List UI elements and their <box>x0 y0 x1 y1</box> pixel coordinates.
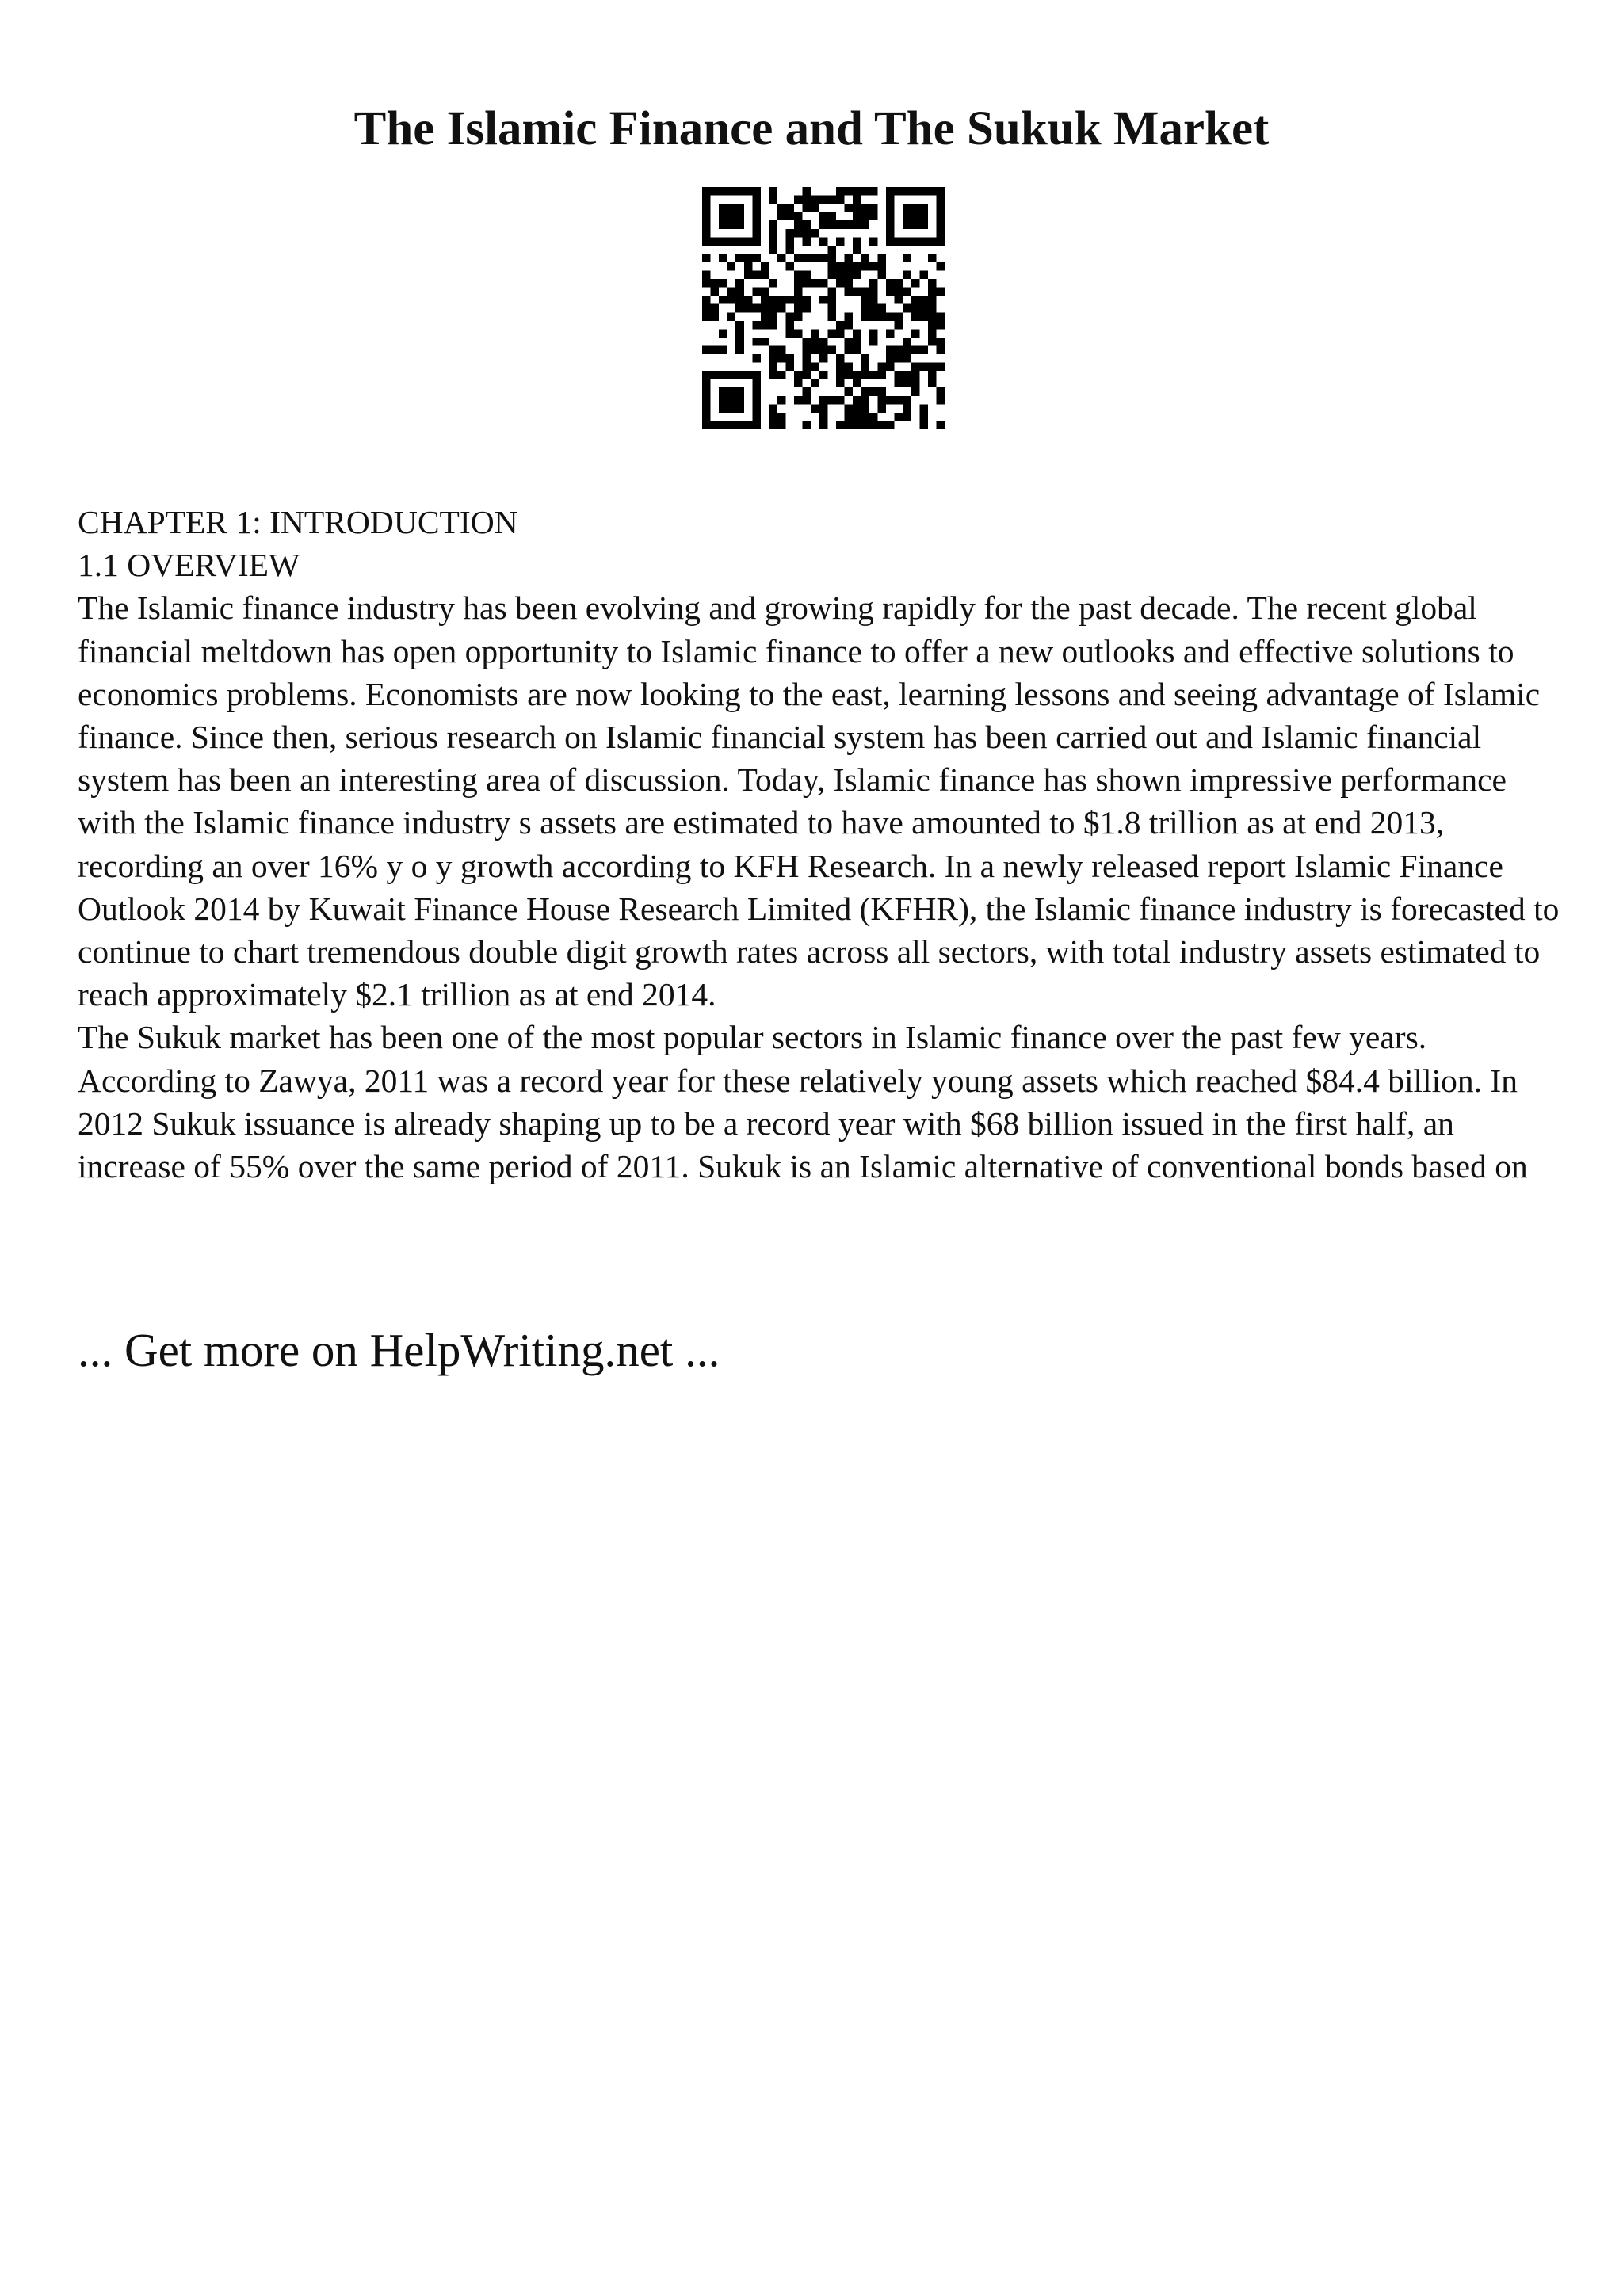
body-paragraph: The Sukuk market has been one of the most popular sectors in Islamic finance over the past few years. According to Zawya, 2011 was a record year for these relatively young assets which reached $84.4 billion. In 2012 Sukuk issuance is already shaping up to be a record year with $68 billion issued in the first half, an increase of 55% over the same period of 2011. Sukuk is an Islamic alternative of conventional bonds based on <box>78 1019 1528 1185</box>
chapter-heading: CHAPTER 1: INTRODUCTION <box>78 504 518 540</box>
section-heading: 1.1 OVERVIEW <box>78 547 300 584</box>
get-more-link[interactable]: ... Get more on HelpWriting.net ... <box>78 1324 720 1376</box>
body-paragraph: The Islamic finance industry has been evolving and growing rapidly for the past decade. The recent global financial meltdown has open opportunity to Islamic finance to offer a new outlooks and effective solutions to economics problems. Economists are now looking to the east, learning lessons and seeing advantage of Islamic finance. Since then, serious research on Islamic financial system has been carried out and Islamic financial system has been an interesting area of discussion. Today, Islamic finance has shown impressive performance with the Islamic finance industry s assets are estimated to have amounted to $1.8 trillion as at end 2013, recording an over 16% y o y growth according to KFH Research. In a newly released report Islamic Finance Outlook 2014 by Kuwait Finance House Research Limited (KFHR), the Islamic finance industry is forecasted to continue to chart tremendous double digit growth rates across all sectors, with total industry assets estimated to reach approximately $2.1 trillion as at end 2014. <box>78 589 1560 1013</box>
document-body <box>78 501 1568 1188</box>
document-title: The Islamic Finance and The Sukuk Market <box>353 102 1270 155</box>
qr-code-icon <box>702 187 945 429</box>
